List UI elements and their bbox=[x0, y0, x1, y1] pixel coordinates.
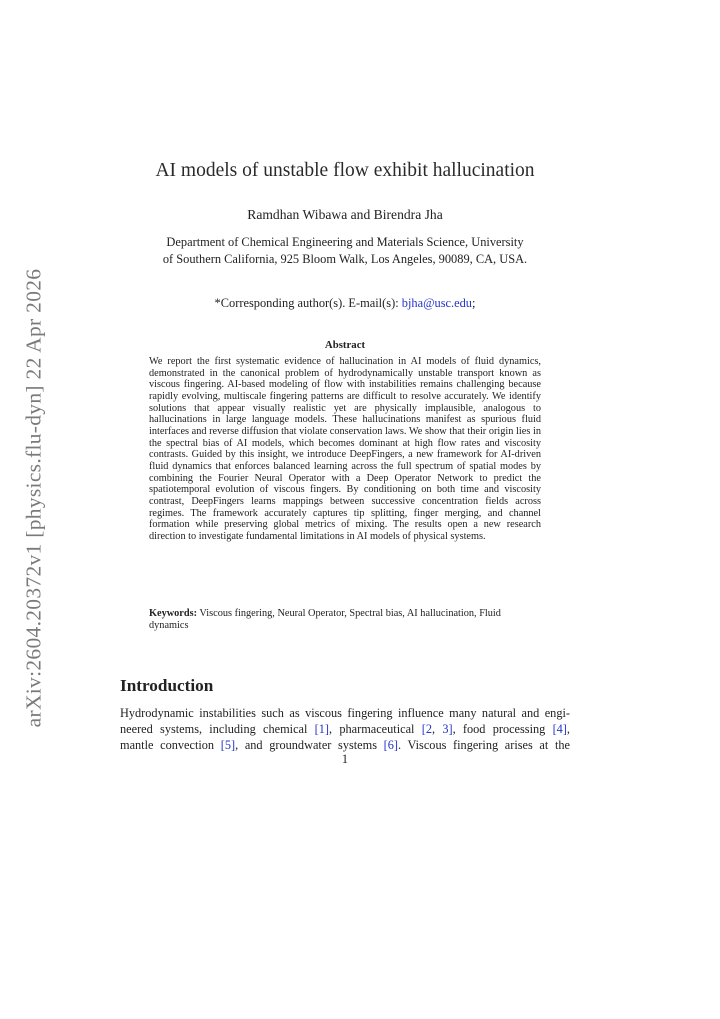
introduction-paragraph bbox=[120, 705, 570, 754]
section-heading-introduction: Introduction bbox=[120, 676, 214, 695]
intro-line-1: Hydrodynamic instabilities such as viscous fingering influence many natural and engi- bbox=[120, 706, 570, 720]
intro-text: neered systems, including chemical bbox=[120, 722, 315, 737]
email-link[interactable]: bjha@usc.edu bbox=[401, 296, 472, 310]
citation-link[interactable]: [4] bbox=[552, 722, 567, 737]
corresponding-author bbox=[0, 296, 690, 311]
citation-link[interactable]: [5] bbox=[220, 738, 236, 753]
citation-link[interactable]: 3] bbox=[442, 722, 453, 737]
intro-text: , food processing bbox=[452, 722, 553, 737]
keywords-label: Keywords: bbox=[149, 608, 198, 619]
paper-authors: Ramdhan Wibawa and Birendra Jha bbox=[247, 207, 443, 222]
citation-link[interactable]: [6] bbox=[383, 738, 398, 753]
corresponding-prefix: *Corresponding author(s). E-mail(s): bbox=[214, 296, 402, 310]
paper-title: AI models of unstable flow exhibit hallucination bbox=[155, 160, 535, 181]
intro-text: . Viscous fingering arises at the bbox=[397, 738, 570, 753]
citation-link[interactable]: [2 bbox=[421, 722, 432, 737]
intro-text: mantle convection bbox=[120, 738, 221, 753]
arxiv-identifier-stamp bbox=[0, 0, 60, 1019]
citation-link[interactable]: [1] bbox=[314, 722, 330, 737]
abstract-text: We report the first systematic evidence of hallucination in AI models of fluid dynamics, demonstrated in the canonical problem of hydrodynamically unstable transport known as viscous fingering. AI-based modeling of flow with instabilities remains challenging because rapidly evolving, multiscale fingering patterns are difficult to resolve accurately. We identify solutions that appear visually realistic yet are physically implausible, analogous to hallucinations in large language models. These hallucinations manifest as spurious fluid interfaces and reverse diffusion that violate conservation laws. We show that their origin lies in the spectral bias of AI models, which becomes dominant at high flow rates and viscosity contrasts. Guided by this insight, we introduce DeepFingers, a new framework for AI-driven fluid dynamics that enforces balanced learning across the full spectrum of spatial modes by combining the Fourier Neural Operator with a Deep Operator Network to predict the spatiotemporal evolution of viscous fingers. By conditioning on both time and viscosity contrast, DeepFingers learns mappings between successive concentration fields across regimes. The framework accurately captures tip splitting, finger merging, and channel formation while preserving global metrics of mixing. The results open a new research direction to investigate fundamental limitations in AI models of physical systems. bbox=[149, 356, 541, 542]
affiliation-line-1: Department of Chemical Engineering and Materials Science, University bbox=[166, 235, 524, 249]
intro-text: , pharmaceutical bbox=[329, 722, 422, 737]
corresponding-suffix: ; bbox=[472, 296, 476, 310]
page-number: 1 bbox=[341, 752, 349, 766]
intro-text: , and groundwater systems bbox=[235, 738, 384, 753]
intro-text: , bbox=[431, 722, 443, 737]
intro-text: , bbox=[566, 722, 570, 737]
author-affiliation bbox=[0, 234, 690, 268]
arxiv-identifier-text: arXiv:2604.20372v1 [physics.flu-dyn] 22 Apr 2026 bbox=[21, 268, 46, 728]
affiliation-line-2: of Southern California, 925 Bloom Walk, Los Angeles, 90089, CA, USA. bbox=[162, 252, 528, 266]
keywords bbox=[149, 608, 541, 631]
keywords-list: Viscous fingering, Neural Operator, Spectral bias, AI hallucination, Fluid dynamics bbox=[149, 608, 501, 631]
intro-line-2 bbox=[120, 721, 570, 737]
abstract-heading: Abstract bbox=[324, 339, 366, 351]
